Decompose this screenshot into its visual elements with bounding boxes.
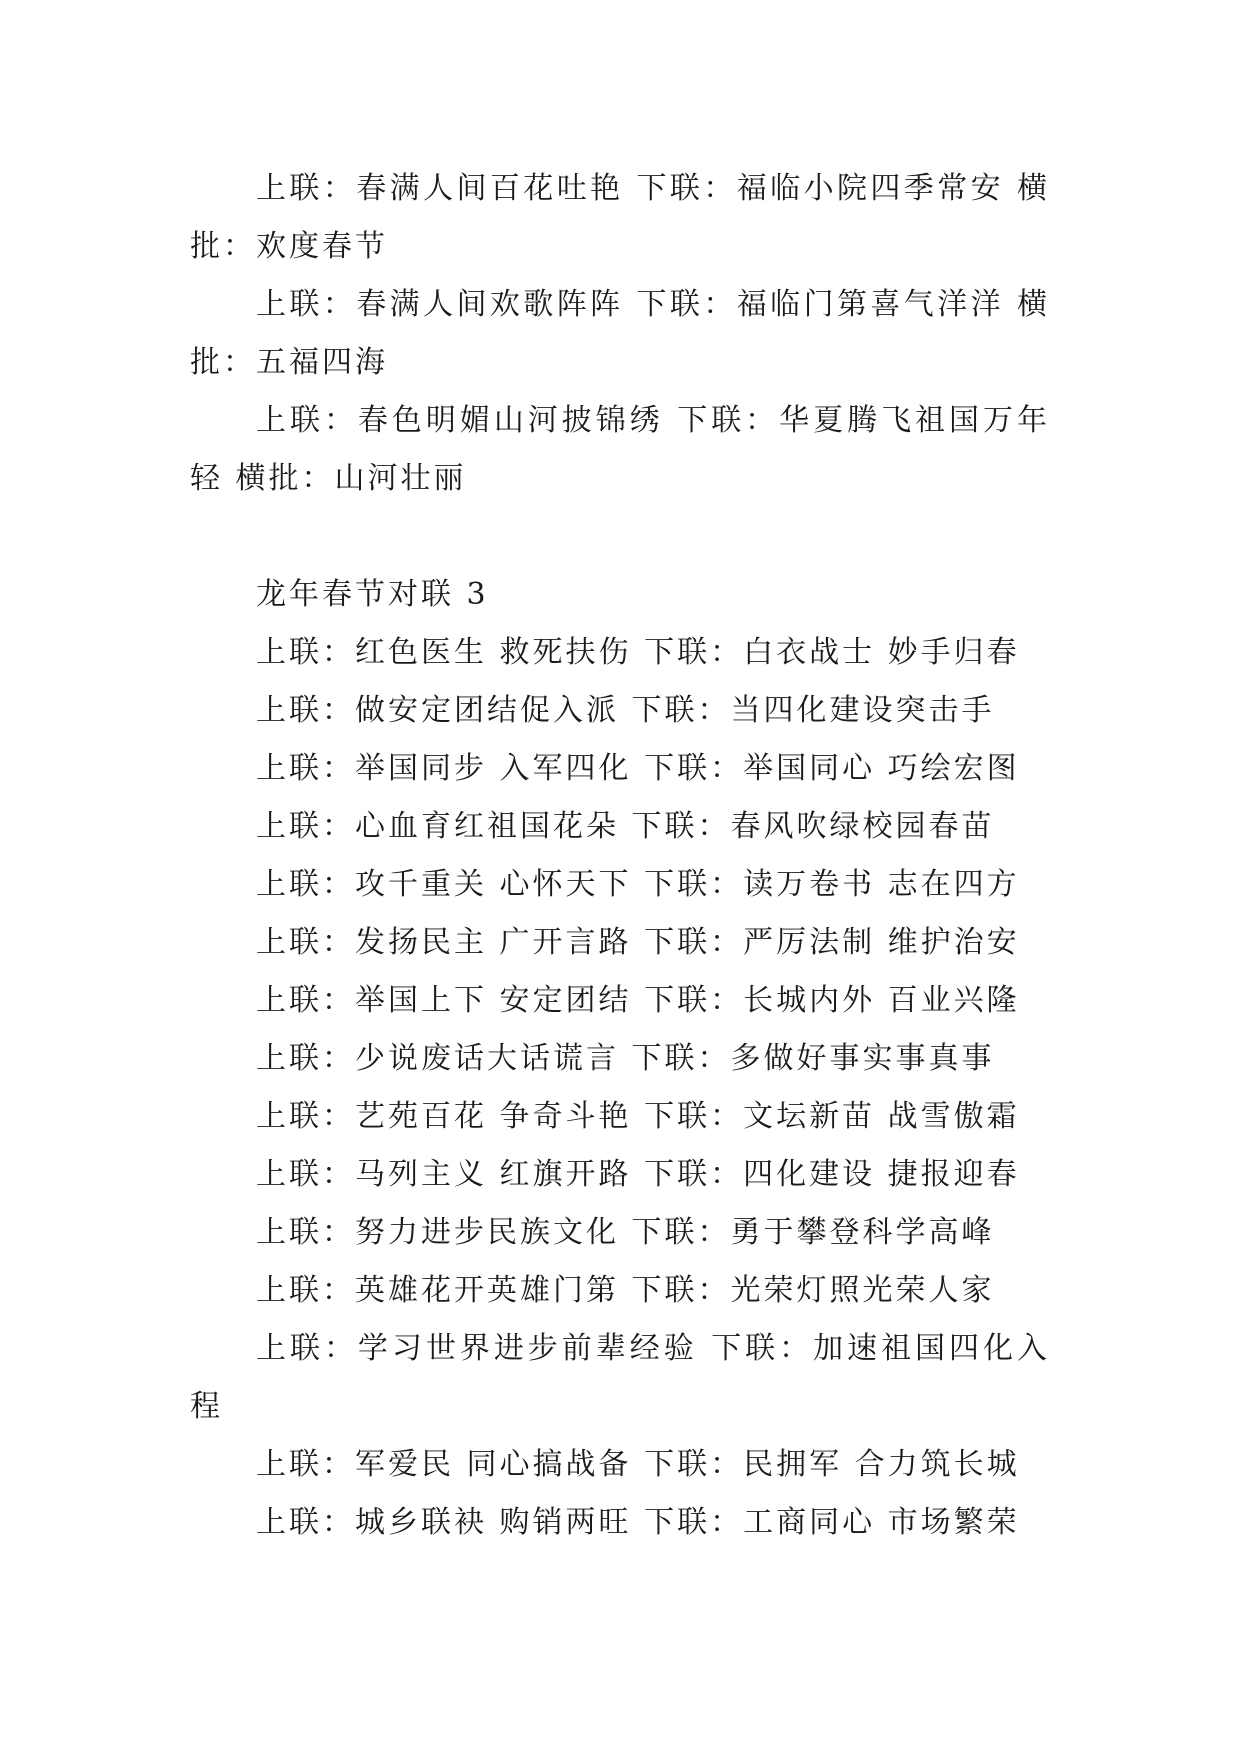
- couplet-line: 上联：红色医生 救死扶伤 下联：白衣战士 妙手归春: [256, 635, 1020, 670]
- couplet-line: 上联：举国上下 安定团结 下联：长城内外 百业兴隆: [256, 983, 1020, 1018]
- intro-line: 上联：春满人间欢歌阵阵 下联：福临门第喜气洋洋 横批：五福四海: [190, 287, 1050, 380]
- couplet-line: 上联：艺苑百花 争奇斗艳 下联：文坛新苗 战雪傲霜: [256, 1099, 1020, 1134]
- couplet-line: 上联：军爱民 同心搞战备 下联：民拥军 合力筑长城: [256, 1447, 1020, 1482]
- couplet-line: 上联：举国同步 入军四化 下联：举国同心 巧绘宏图: [256, 751, 1020, 786]
- couplet-line: 上联：发扬民主 广开言路 下联：严厉法制 维护治安: [256, 925, 1020, 960]
- couplet-line: 上联：少说废话大话谎言 下联：多做好事实事真事: [256, 1041, 995, 1076]
- section-gap: [190, 508, 1050, 566]
- intro-line: 上联：春满人间百花吐艳 下联：福临小院四季常安 横批：欢度春节: [190, 171, 1050, 264]
- couplet-line: 上联：做安定团结促入派 下联：当四化建设突击手: [256, 693, 995, 728]
- couplet-line: 上联：马列主义 红旗开路 下联：四化建设 捷报迎春: [256, 1157, 1020, 1192]
- couplet-line: 上联：攻千重关 心怀天下 下联：读万卷书 志在四方: [256, 867, 1020, 902]
- couplet-line: 上联：努力进步民族文化 下联：勇于攀登科学高峰: [256, 1215, 995, 1250]
- document-page: [190, 160, 1050, 1552]
- couplet-line: 上联：学习世界进步前辈经验 下联：加速祖国四化入程: [190, 1331, 1050, 1424]
- couplet-line: 上联：英雄花开英雄门第 下联：光荣灯照光荣人家: [256, 1273, 995, 1308]
- section-title: 龙年春节对联 3: [256, 577, 489, 612]
- intro-line: 上联：春色明媚山河披锦绣 下联：华夏腾飞祖国万年轻 横批：山河壮丽: [190, 403, 1050, 496]
- couplet-line: 上联：心血育红祖国花朵 下联：春风吹绿校园春苗: [256, 809, 995, 844]
- couplet-line: 上联：城乡联袂 购销两旺 下联：工商同心 市场繁荣: [256, 1505, 1020, 1540]
